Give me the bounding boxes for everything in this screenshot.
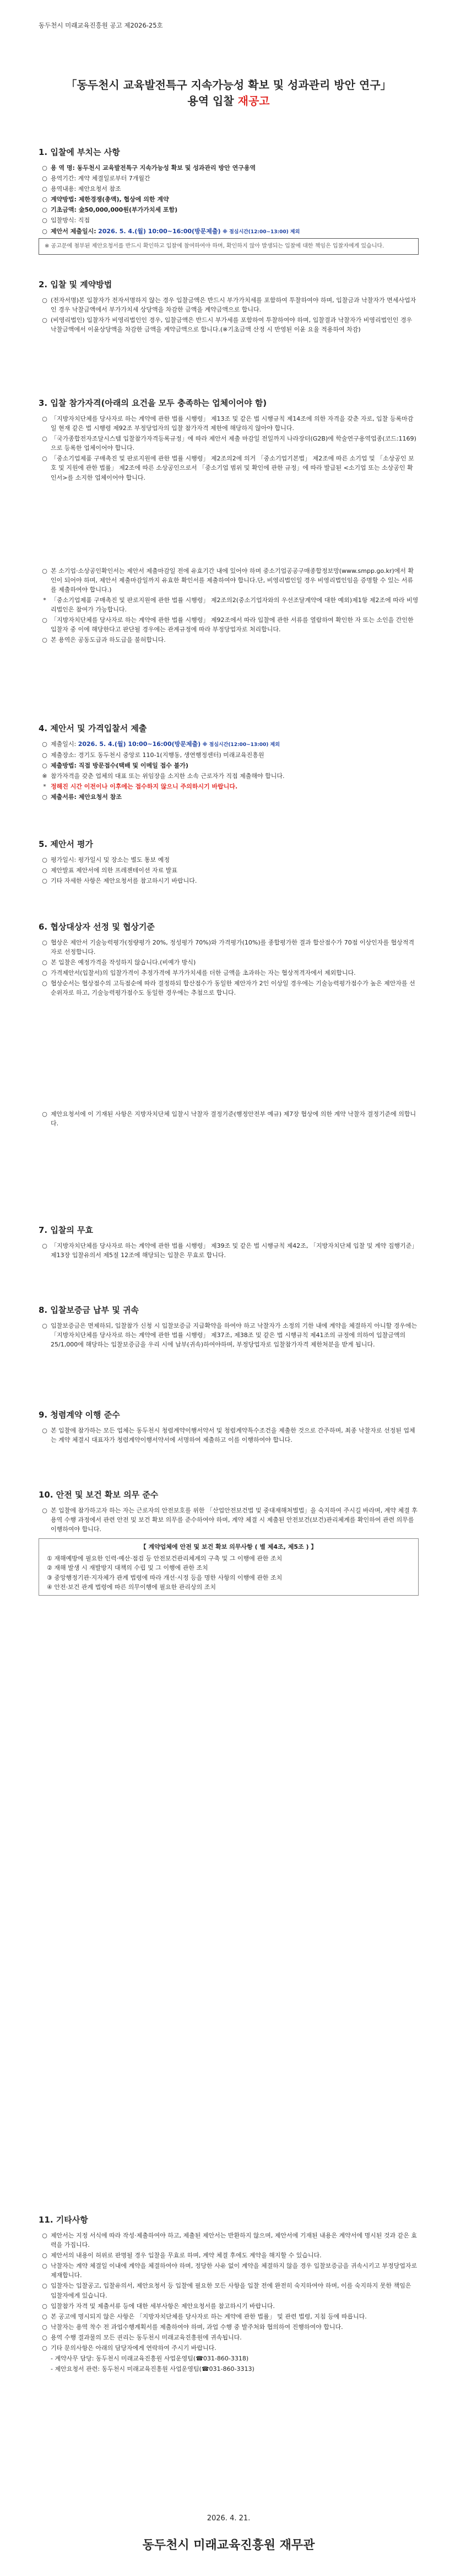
notice-date: 2026. 4. 21. <box>207 2514 251 2523</box>
section-8 <box>39 1304 419 1350</box>
list-item: ○ 입찰방식: 직접 <box>42 217 90 224</box>
list-item: ○ 「지방자치단체를 당사자로 하는 계약에 관한 법률 시행령」 제13조 및 같은 법 시행규칙 제14조에 의한 자격을 갖춘 자로, 입찰 등록마감일 현재 같은 법 시행령 제92조 부정당업자의 입찰 참가자격 제한에 해당하지 않아야 합니다. <box>42 415 414 432</box>
notice-box: ※ 공고문에 첨부된 제안요청서를 반드시 확인하고 입찰에 참여하여야 하며, 확인하지 않아 발생되는 입찰에 대한 책임은 입찰자에게 있습니다. <box>39 238 419 255</box>
list-item: * 정해진 시간 이전이나 이후에는 접수하지 않으니 주의하시기 바랍니다. <box>43 783 238 791</box>
list-item: ○ 계약방법: 제한경쟁(총액), 협상에 의한 계약 <box>42 196 169 203</box>
section-2 <box>39 278 419 335</box>
section-heading: 2. 입찰 및 계약방법 <box>39 280 112 289</box>
list-item: ○ 제안서의 내용이 허위로 판명될 경우 입찰을 무효로 하며, 계약 체결 후에도 계약을 해지할 수 있습니다. <box>42 2252 322 2260</box>
list-item: ○ 용 역 명: 동두천시 교육발전특구 지속가능성 확보 및 성과관리 방안 연구용역 <box>42 164 256 172</box>
section-heading: 5. 제안서 평가 <box>39 839 94 849</box>
list-item: ○ 「국가종합전자조달시스템 입찰참가자격등록규정」에 따라 제안서 제출 마감일 전일까지 나라장터(G2B)에 학술연구용역업종(코드:1169)으로 등록한 업체이어야 합니다. <box>42 435 416 452</box>
list-item: ○ 기타 자세한 사항은 제안요청서를 참고하시기 바랍니다. <box>42 877 197 885</box>
list-item: ○ 입찰참가 자격 및 제출서류 등에 대한 세부사항은 제안요청서를 참고하시기 바랍니다. <box>42 2302 275 2310</box>
list-item: ○ 낙찰자는 용역 착수 전 과업수행계획서를 제출하여야 하며, 과업 수행 중 발주처와 협의하여 진행하여야 합니다. <box>42 2323 343 2331</box>
list-item: ※ 참가자격을 갖춘 업체의 대표 또는 위임장을 소지한 소속 근로자가 직접 제출해야 합니다. <box>42 772 285 780</box>
section-9 <box>39 1409 419 1446</box>
page-title <box>39 77 419 109</box>
list-item: ○ 본 소기업·소상공인확인서는 제안서 제출마감일 전에 유효기간 내에 있어야 하며 중소기업공공구매종합정보망(www.smpp.go.kr)에서 확인이 되어야 하며, 제안서 제출마감일까지 유효한 확인서를 제출하여야 합니다.단, 비영리법인일 경우 비영리법인임을 증명할 수 있는 서류를 제출하여야 합니다.) <box>42 567 414 593</box>
list-item: ○ 제안서 제출일시: 2026. 5. 4.(월) 10:00~16:00(방문제출) ※ 점심시간(12:00~13:00) 제외 <box>42 227 300 235</box>
section-1 <box>39 146 419 255</box>
section-6 <box>39 921 419 1129</box>
safety-item: ③ 중앙행정기관·지자체가 관계 법령에 따라 개선·시정 등을 명한 사항의 이행에 관한 조치 <box>47 1574 283 1581</box>
list-item: ○ 협상은 제안서 기술능력평가(정량평가 20%, 정성평가 70%)와 가격평가(10%)를 종합평가한 결과 합산점수가 70점 이상인자를 협상적격자로 선정합니다. <box>42 939 415 956</box>
list-item: ○ 제안요청서에 이 기재된 사항은 지방자치단체 입찰시 낙찰자 결정기준(행정안전부 예규) 제7장 협상에 의한 계약 낙찰자 결정기준에 의합니다. <box>42 1110 416 1127</box>
list-item: ○ 입찰자는 입찰공고, 입찰유의서, 제안요청서 등 입찰에 필요한 모든 사항을 입찰 전에 완전히 숙지하여야 하며, 이를 숙지하지 못한 책임은 입찰자에게 있습니다. <box>42 2282 411 2299</box>
list-item: ○ 가격제안서(입찰서)의 입찰가격이 추정가격에 부가가치세를 더한 금액을 초과하는 자는 협상적격자에서 제외합니다. <box>42 969 356 977</box>
list-item: * 「중소기업제품 구매촉진 및 판로지원에 관한 법률 시행령」 제2조의2(중소기업자와의 우선조달계약에 대한 예외)제1항 제2조에 따라 비영리법인은 참여가 가능합니다. <box>43 596 419 613</box>
title-main: 용역 입찰 <box>187 94 234 108</box>
list-item: ○ 용역 수행 결과물의 모든 권리는 동두천시 미래교육진흥원에 귀속됩니다. <box>42 2333 242 2341</box>
list-item: ○ 「지방자치단체를 당사자로 하는 계약에 관한 법률 시행령」 제92조에서 따라 입찰에 관한 서류를 열람하여 확인한 자 또는 소인을 간인한 입찰자 중 이에 해당한다고 판단될 경우에는 관계규정에 따라 부정당업자로 처리합니다. <box>42 616 414 633</box>
section-5 <box>39 838 419 887</box>
list-item: ○ 협상순서는 협상점수의 고득점순에 따라 결정하되 합산점수가 동일한 제안자가 2인 이상일 경우에는 기술능력평가점수가 높은 제안자를 선순위자로 하고, 기술능력평가점수도 동일한 경우에는 추첨으로 합니다. <box>42 980 415 997</box>
list-item: ○ 본 입찰은 예정가격을 작성하지 않습니다.(비예가 방식) <box>42 959 196 967</box>
contact-line: - 계약사무 담당: 동두천시 미래교육진흥원 사업운영팀(☎031-860-3318) <box>51 2354 249 2362</box>
title-reannouncement: 재공고 <box>237 94 270 108</box>
section-heading: 3. 입찰 참가자격(아래의 요건을 모두 충족하는 업체이어야 함) <box>39 398 267 408</box>
deadline-value: 2026. 5. 4.(월) 10:00~16:00(방문제출) <box>78 740 201 748</box>
section-heading: 1. 입찰에 부치는 사항 <box>39 147 120 157</box>
list-item: ○ 제출일시: 2026. 5. 4.(월) 10:00~16:00(방문제출) ※ 점심시간(12:00~13:00) 제외 <box>42 740 280 748</box>
notice-number: 동두천시 미래교육진흥원 공고 제2026-25호 <box>39 22 163 29</box>
contact-line: - 제안요청서 관련: 동두천시 미래교육진흥원 사업운영팀(☎031-860-3313) <box>51 2365 254 2373</box>
section-heading: 6. 협상대상자 선정 및 협상기준 <box>39 922 155 932</box>
deadline-value: 2026. 5. 4.(월) 10:00~16:00(방문제출) <box>98 227 221 235</box>
list-item: ○ 제출방법: 직접 방문접수(택배 및 이메일 접수 불가) <box>42 762 188 770</box>
list-item: ○ (전자서명)본 입찰자가 전자서명하지 않는 경우 입찰금액은 반드시 부가가치세를 포함하여 투찰하여야 하며, 입찰금과 낙찰자가 면세사업자인 경우 낙찰금액에서 부가가치세 상당액을 차감한 금액을 계약금액으로 합니다. <box>42 297 416 314</box>
section-heading: 8. 입찰보증금 납부 및 귀속 <box>39 1305 139 1315</box>
section-10 <box>39 1489 419 1596</box>
section-3 <box>39 397 419 646</box>
deadline-note: ※ 점심시간(12:00~13:00) 제외 <box>223 229 300 235</box>
safety-header: 【 계약업체에 안전 및 보건 확보 의무사항 ( 별 제4조, 제5조 ) 】 <box>140 1543 317 1551</box>
title-line-2 <box>39 93 419 109</box>
list-item: ○ 기타 문의사항은 아래의 담당자에게 연락하여 주시기 바랍니다. <box>42 2344 216 2352</box>
section-heading: 10. 안전 및 보건 확보 의무 준수 <box>39 1490 159 1500</box>
section-heading: 9. 청렴계약 이행 준수 <box>39 1410 120 1420</box>
list-item: ○ 낙찰자는 계약 체결일 이내에 계약을 체결하여야 하며, 정당한 사유 없이 계약을 체결하지 않을 경우 입찰보증금을 귀속시키고 부정당업자로 제재합니다. <box>42 2262 418 2279</box>
list-item: ○ 용역내용: 제안요청서 참조 <box>42 185 121 193</box>
section-heading: 7. 입찰의 무효 <box>39 1225 94 1235</box>
issuing-organization: 동두천시 미래교육진흥원 재무관 <box>142 2539 315 2552</box>
list-item: ○ 제안서는 지정 서식에 따라 작성·제출하여야 하고, 제출된 제안서는 반환하지 않으며, 제안서에 기재된 내용은 계약서에 명시된 것과 같은 효력을 가집니다. <box>42 2232 417 2249</box>
list-item: ○ 제출장소: 경기도 동두천시 중앙로 110-1(지행동, 생연행정센터) 미래교육진흥원 <box>42 752 264 759</box>
list-item: ○ 본 용역은 공동도급과 하도급을 불허합니다. <box>42 636 166 643</box>
list-item: ○ 「중소기업제품 구매촉진 및 판로지원에 관한 법률 시행령」 제2조의2에 의거 「중소기업기본법」 제2조에 따른 소기업 및 「소상공인 보호 및 지원에 관한 법률」 제2조에 따른 소상공인으로서 「중소기업 범위 및 확인에 관한 규정」에 따라 발급된 <소기업 또는 소상공인 확인서>를 소지한 업체이어야 합니다. <box>42 455 414 481</box>
list-item: ○ 제안발표 제안서에 의한 프레젠테이션 자료 발표 <box>42 867 178 874</box>
list-item: ○ 입찰보증금은 면제하되, 입찰참가 신청 시 입찰보증금 지급확약을 하여야 하고 낙찰자가 소정의 기한 내에 계약을 체결하지 아니할 경우에는 「지방자치단체를 당사자로 하는 계약에 관한 법률 시행령」 제37조, 제38조 및 같은 법 시행규칙 제41조의 규정에 의하여 입찰금액의 25/1,000에 해당하는 입찰보증금을 우리 시에 납부(귀속)하여야하며, 부정당업자로 입찰참가자격 제한처분을 받게 됩니다. <box>42 1322 418 1349</box>
safety-item: ① 재해예방에 필요한 인력·예산·점검 등 안전보건관리체계의 구축 및 그 이행에 관한 조치 <box>47 1555 283 1563</box>
list-item: ○ 본 입찰에 참가하는 모든 업체는 동두천시 청렴계약이행서약서 및 청렴계약특수조건을 제출한 것으로 간주하며, 최종 낙찰자로 선정된 업체는 계약 체결시 대표자가 청렴계약이행서약서에 서명하여 제출하고 이를 이행하여야 합니다. <box>42 1427 415 1444</box>
section-heading: 4. 제안서 및 가격입찰서 제출 <box>39 723 147 733</box>
list-item: ○ 제출서류: 제안요청서 참조 <box>42 793 122 801</box>
deadline-note: ※ 점심시간(12:00~13:00) 제외 <box>202 742 280 748</box>
list-item: ○ (비영리법인) 입찰자가 비영리법인인 경우, 입찰금액은 반드시 부가세를 포함하여 투찰하여야 하며, 입찰결과 낙찰자가 비영리법인인 경우 낙찰금액에서 이윤상당액을 차감한 금액을 계약금액으로 합니다.(※기초금액 산정 시 반영된 이윤 요율 적용하여 차감) <box>42 316 413 334</box>
section-11 <box>39 2214 419 2375</box>
safety-item: ④ 안전·보건 관계 법령에 따른 의무이행에 필요한 관리상의 조치 <box>47 1583 216 1591</box>
list-item: ○ 본 공고에 명시되지 않은 사항은 「지방자치단체를 당사자로 하는 계약에 관한 법률」 및 관련 법령, 지침 등에 따릅니다. <box>42 2312 367 2320</box>
list-item: ○ 용역기간: 계약 체결일로부터 7개월간 <box>42 175 150 183</box>
list-item: ○ 「지방자치단체를 당사자로 하는 계약에 관한 법률 시행령」 제39조 및 같은 법 시행규칙 제42조, 「지방자치단체 입찰 및 계약 집행기준」 제13장 입찰유의서 제5절 12조에 해당되는 입찰은 무효로 합니다. <box>42 1242 418 1259</box>
section-heading: 11. 기타사항 <box>39 2215 88 2225</box>
section-7 <box>39 1224 419 1261</box>
section-4 <box>39 722 419 803</box>
safety-obligations-box <box>39 1538 419 1595</box>
list-item: ○ 기초금액: 金50,000,000원(부가가치세 포함) <box>42 206 178 214</box>
safety-item: ② 재해 발생 시 재발방지 대책의 수립 및 그 이행에 관한 조치 <box>47 1564 208 1572</box>
list-item: ○ 평가일시: 평가일시 및 장소는 별도 통보 예정 <box>42 856 170 864</box>
title-line-1: 「동두천시 교육발전특구 지속가능성 확보 및 성과관리 방안 연구」 <box>66 78 392 92</box>
list-item: ○ 본 입찰에 참가하고자 하는 자는 근로자의 안전보호를 위한 「산업안전보건법 및 중대재해처벌법」을 숙지하여 주시길 바라며, 계약 체결 후 용역 수행 과정에서 관련 안전 및 보건 확보 의무를 준수하여야 하며, 계약 체결 시 제출된 안전보건(보건)관리체계를 확인하여 관련 의무를 이행하여야 합니다. <box>42 1507 418 1533</box>
